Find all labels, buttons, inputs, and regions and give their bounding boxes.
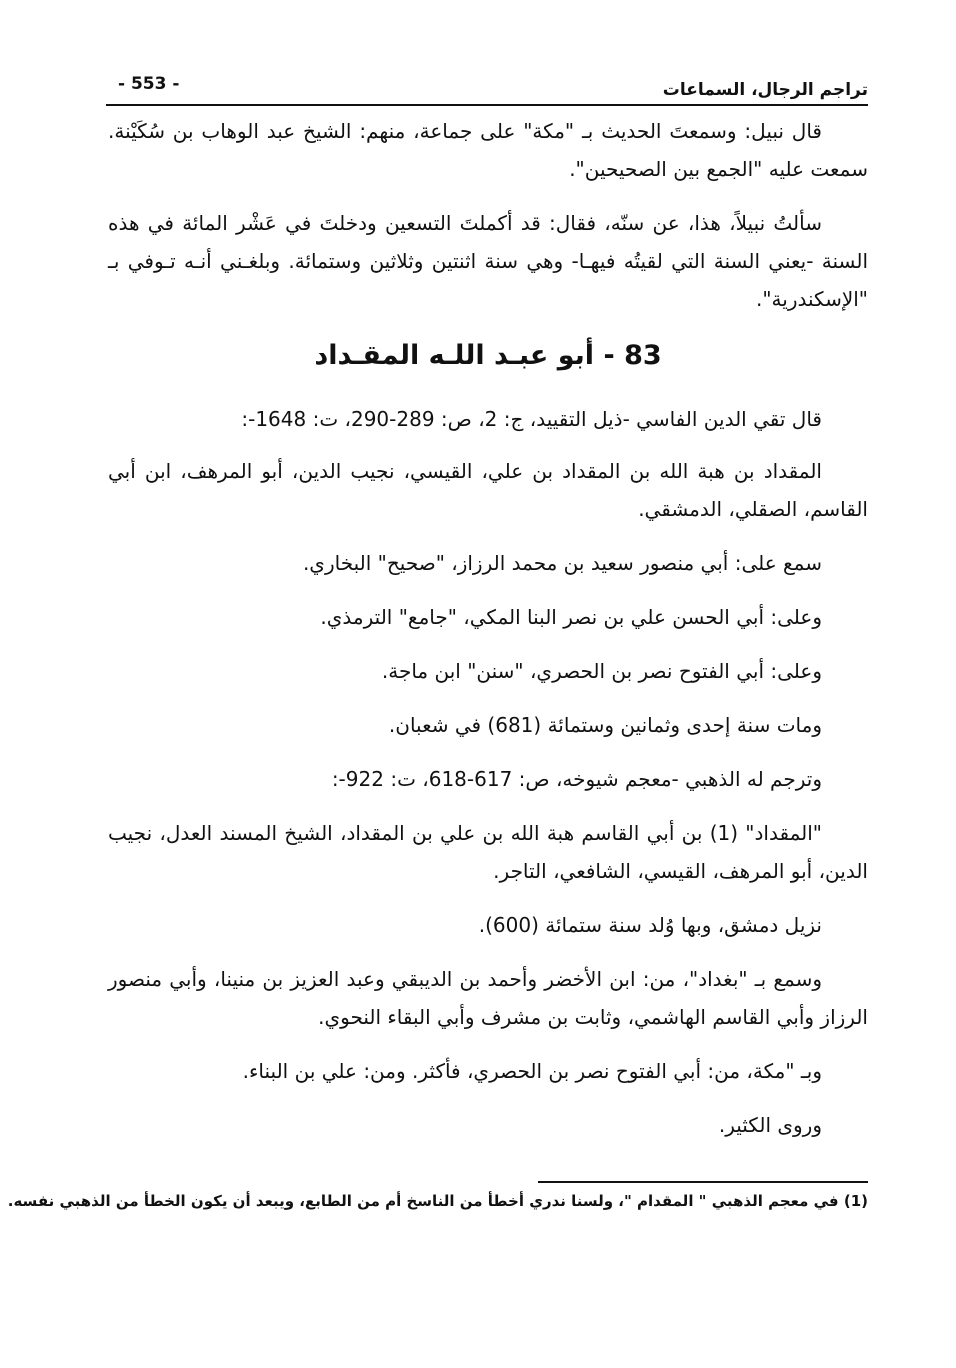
footnote-1: (1) في معجم الذهبي " المقدام "، ولسنا ندري أخطأ من الناسخ أم من الطابع، ويبعد أن يكون الخطأ من الذهبي نفسه. xyxy=(7,1192,868,1210)
section-heading-83: 83 - أبو عبـد اللـه المقـداد xyxy=(314,340,662,371)
paragraph-nabil-age-death: سألتُ نبيلاً، هذا، عن سنّه، فقال: قد أكملتَ التسعين ودخلتَ في عَشْر المائة في هذه السنة -يعني السنة التي لقيتُه فيهـا- وهي سنة اثنتين وثلاثين وستمائة. وبلغـني أنـه تـوفي بـ "الإسكندرية". xyxy=(108,211,868,311)
footnote-divider xyxy=(538,1181,868,1183)
indented-line-dhahabi-citation: وترجم له الذهبي -معجم شيوخه، ص: 617-618، ت: 922-: xyxy=(331,767,822,791)
paragraph-fasi-citation: قال تقي الدين الفاسي -ذيل التقييد، ج: 2، ص: 289-290، ت: 1648-: xyxy=(241,407,822,431)
paragraph-nabil-meccan-hearing: قال نبيل: وسمعتَ الحديث بـ "مكة" على جماعة، منهم: الشيخ عبد الوهاب بن سُكَيْنة. سمعت عليه "الجمع بين الصحيحين". xyxy=(108,119,868,181)
paragraph-dhahabi-entry: "المقداد" (1) بن أبي القاسم هبة الله بن علي بن المقداد، الشيخ المسند العدل، نجيب الدين، أبو المرهف، القيسي، الشافعي، التاجر. xyxy=(108,821,868,883)
paragraph-mecca-teachers: وبـ "مكة، من: أبي الفتوح نصر بن الحصري، فأكثر. ومن: علي بن البناء. xyxy=(242,1059,822,1083)
indented-line-tirmidhi: وعلى: أبي الحسن علي بن نصر البنا المكي، "جامع" الترمذي. xyxy=(320,605,822,629)
paragraph-miqdad-lineage: المقداد بن هبة الله بن المقداد بن علي، القيسي، نجيب الدين، أبو المرهف، ابن أبي القاسم، الصقلي، الدمشقي. xyxy=(108,459,868,521)
header-divider xyxy=(106,104,868,106)
body-text xyxy=(108,112,868,1160)
page-number: - 553 - xyxy=(118,74,180,94)
indented-line-death: ومات سنة إحدى وثمانين وستمائة (681) في شعبان. xyxy=(388,713,822,737)
paragraph-narrated-much: وروى الكثير. xyxy=(718,1113,822,1137)
running-header-title: تراجم الرجال، السماعات xyxy=(662,80,868,100)
indented-line-bukhari: سمع على: أبي منصور سعيد بن محمد الرزاز، "صحيح" البخاري. xyxy=(302,551,822,575)
indented-line-ibn-majah: وعلى: أبي الفتوح نصر بن الحصري، "سنن" ابن ماجة. xyxy=(381,659,822,683)
paragraph-damascus-birth: نزيل دمشق، وبها وُلد سنة ستمائة (600). xyxy=(478,913,822,937)
paragraph-baghdad-teachers: وسمع بـ "بغداد"، من: ابن الأخضر وأحمد بن الديبقي وعبد العزيز بن منينا، وأبي منصور الرزاز وأبي القاسم الهاشمي، وثابت بن مشرف وأبي البقاء النحوي. xyxy=(108,967,868,1029)
